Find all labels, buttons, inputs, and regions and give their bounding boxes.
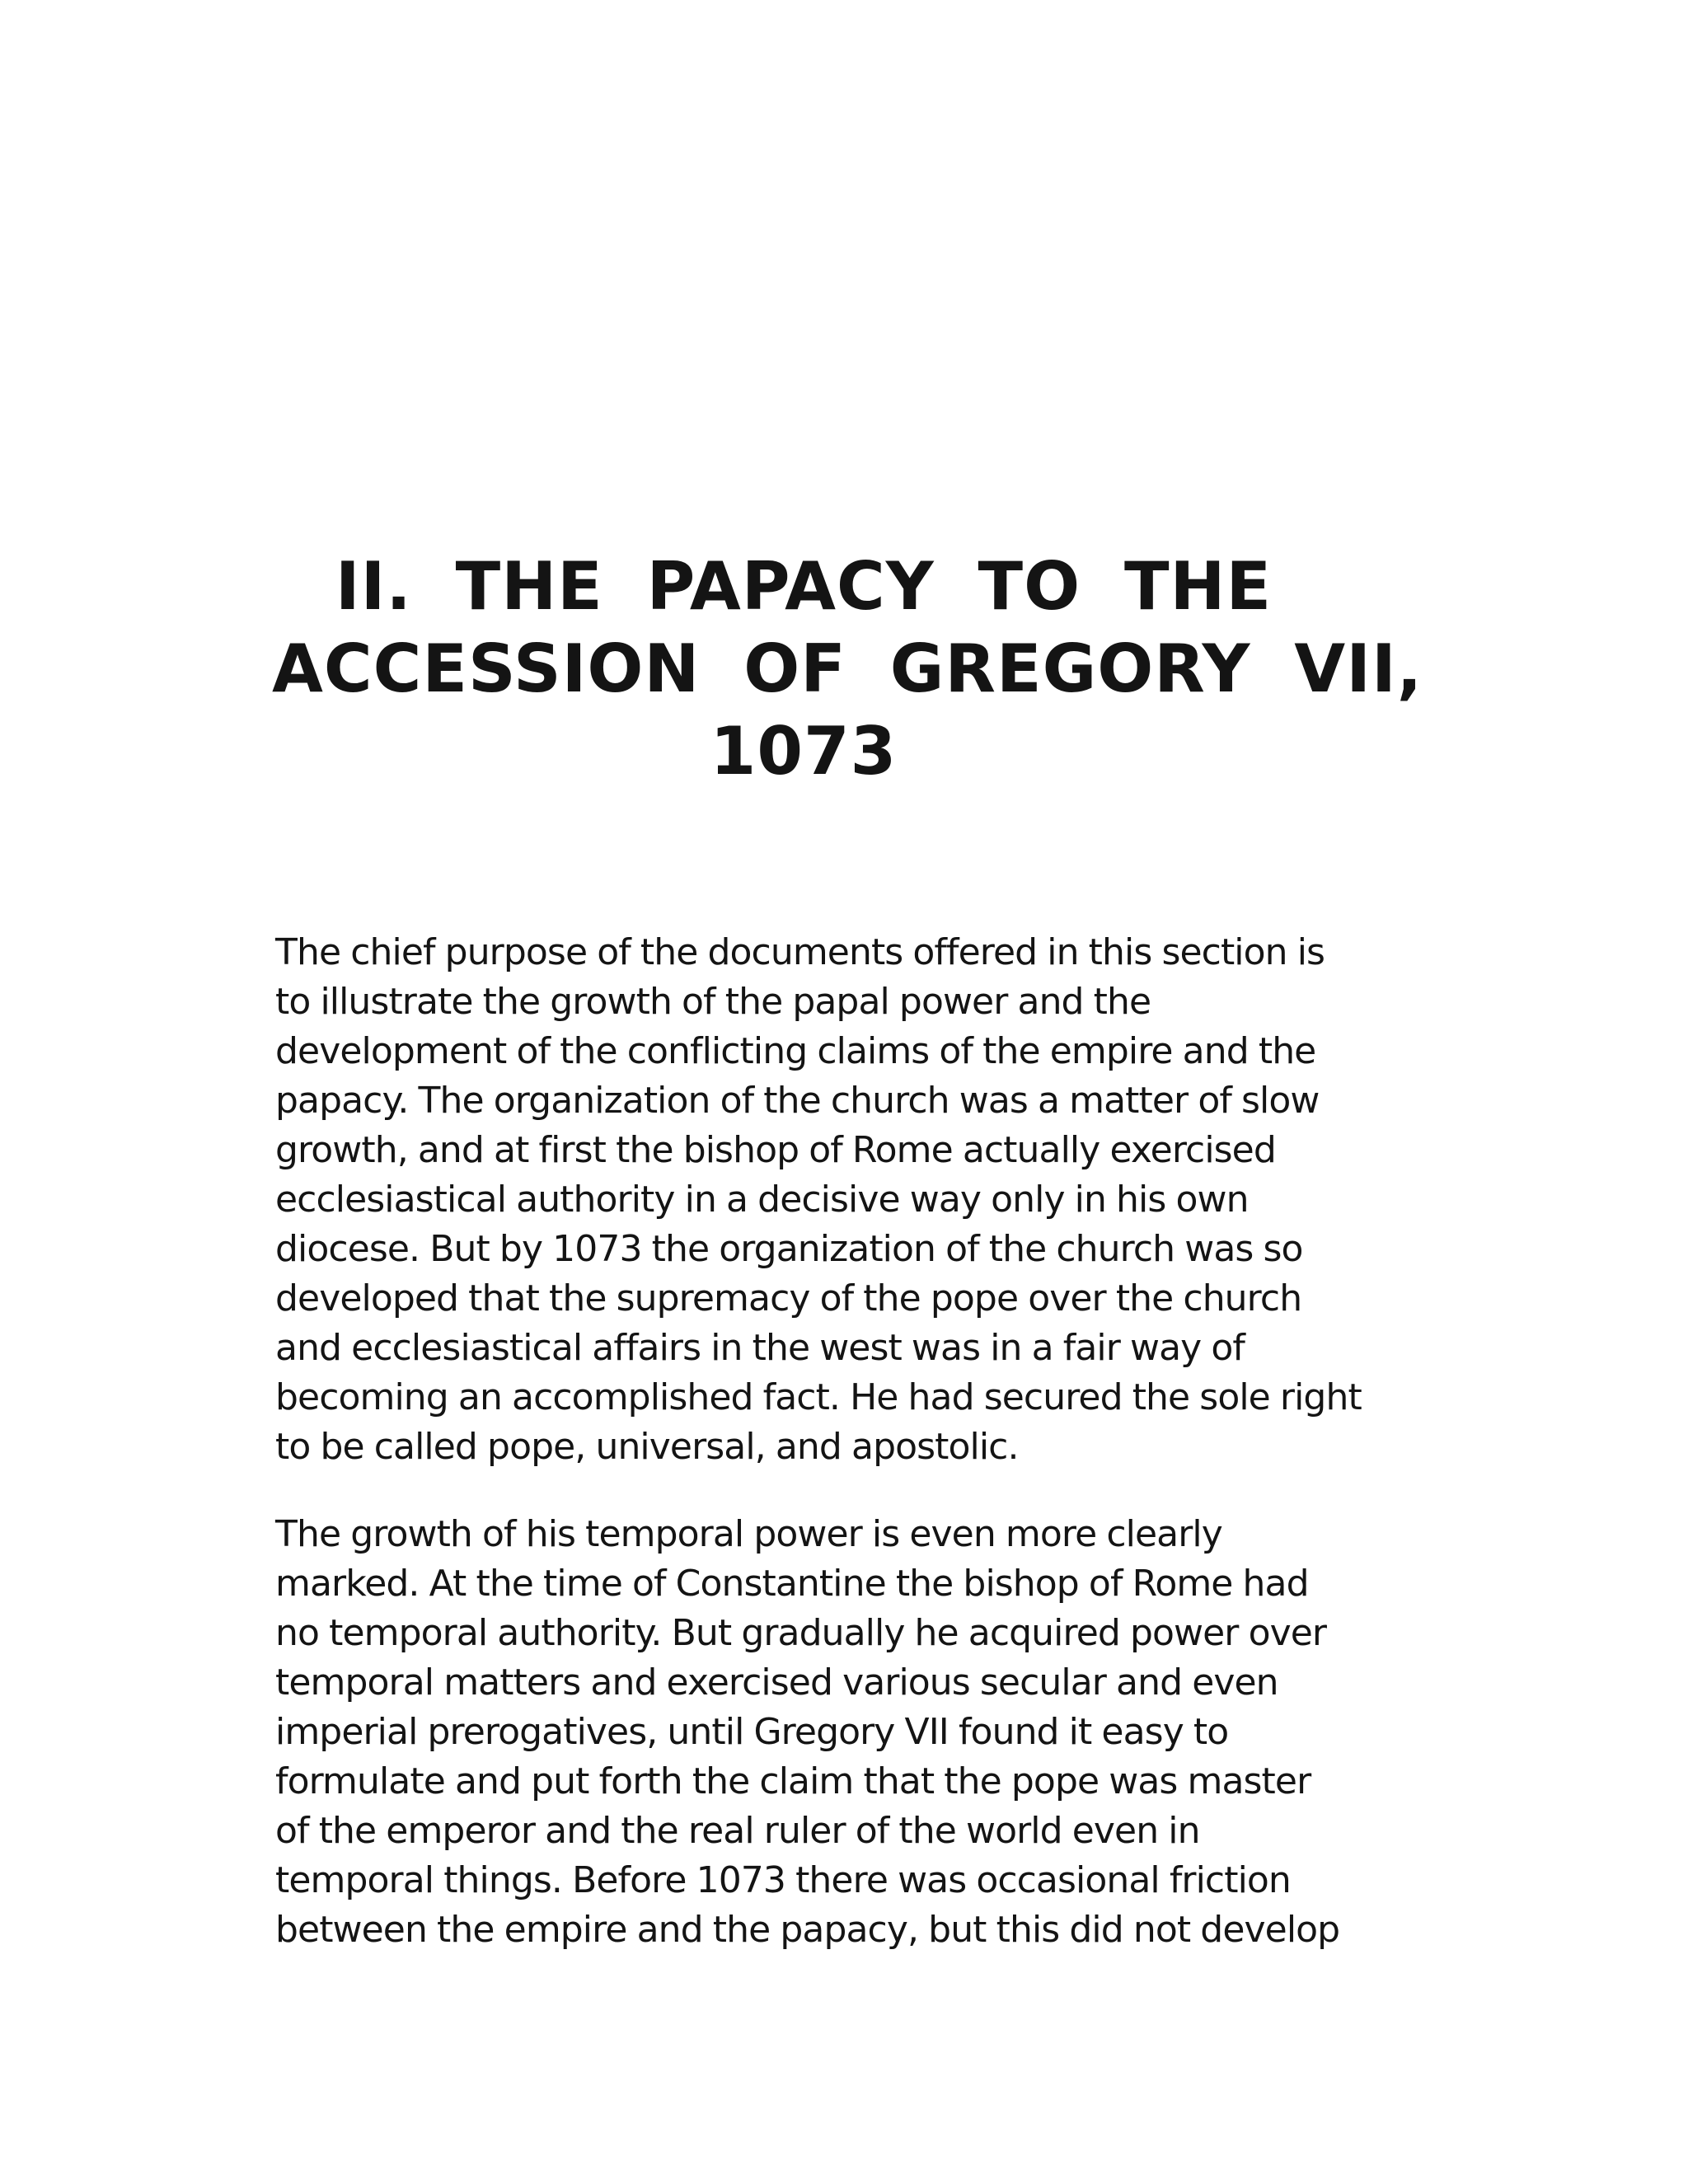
text-line: developed that the supremacy of the pope over the church: [275, 1277, 1302, 1319]
text-line: and ecclesiastical affairs in the west was in a fair way of: [275, 1327, 1245, 1369]
text-line: marked. At the time of Constantine the bishop of Rome had: [275, 1563, 1309, 1605]
text-line: formulate and put forth the claim that the pope was master: [275, 1760, 1311, 1802]
chapter-title-line: ACCESSION OF GREGORY VII,: [272, 630, 1423, 707]
body-text: [275, 928, 1413, 1993]
text-line: development of the conflicting claims of the empire and the: [275, 1030, 1316, 1072]
text-line: papacy. The organization of the church was a matter of slow: [275, 1080, 1320, 1122]
text-line: diocese. But by 1073 the organization of the church was so: [275, 1228, 1303, 1270]
text-line: temporal matters and exercised various secular and even: [275, 1661, 1278, 1704]
text-line: between the empire and the papacy, but this did not develop: [275, 1909, 1340, 1951]
chapter-title: [272, 546, 1423, 793]
text-line: temporal things. Before 1073 there was occasional friction: [275, 1859, 1291, 1901]
text-line: to be called pope, universal, and apostolic.: [275, 1426, 1019, 1468]
text-line: The growth of his temporal power is even more clearly: [275, 1513, 1222, 1555]
text-line: no temporal authority. But gradually he acquired power over: [275, 1612, 1327, 1654]
text-line: becoming an accomplished fact. He had secured the sole right: [275, 1376, 1362, 1418]
text-line: The chief purpose of the documents offered in this section is: [275, 931, 1325, 973]
text-line: ecclesiastical authority in a decisive way only in his own: [275, 1179, 1249, 1221]
text-line: to illustrate the growth of the papal power and the: [275, 981, 1151, 1023]
text-line: imperial prerogatives, until Gregory VII found it easy to: [275, 1711, 1229, 1753]
chapter-title-line: 1073: [710, 713, 898, 790]
paragraph-1: [275, 928, 1413, 1472]
text-line: of the emperor and the real ruler of the world even in: [275, 1810, 1200, 1852]
chapter-title-line: II. THE PAPACY TO THE: [335, 548, 1273, 625]
text-line: growth, and at first the bishop of Rome actually exercised: [275, 1129, 1276, 1171]
paragraph-2: [275, 1510, 1413, 1955]
